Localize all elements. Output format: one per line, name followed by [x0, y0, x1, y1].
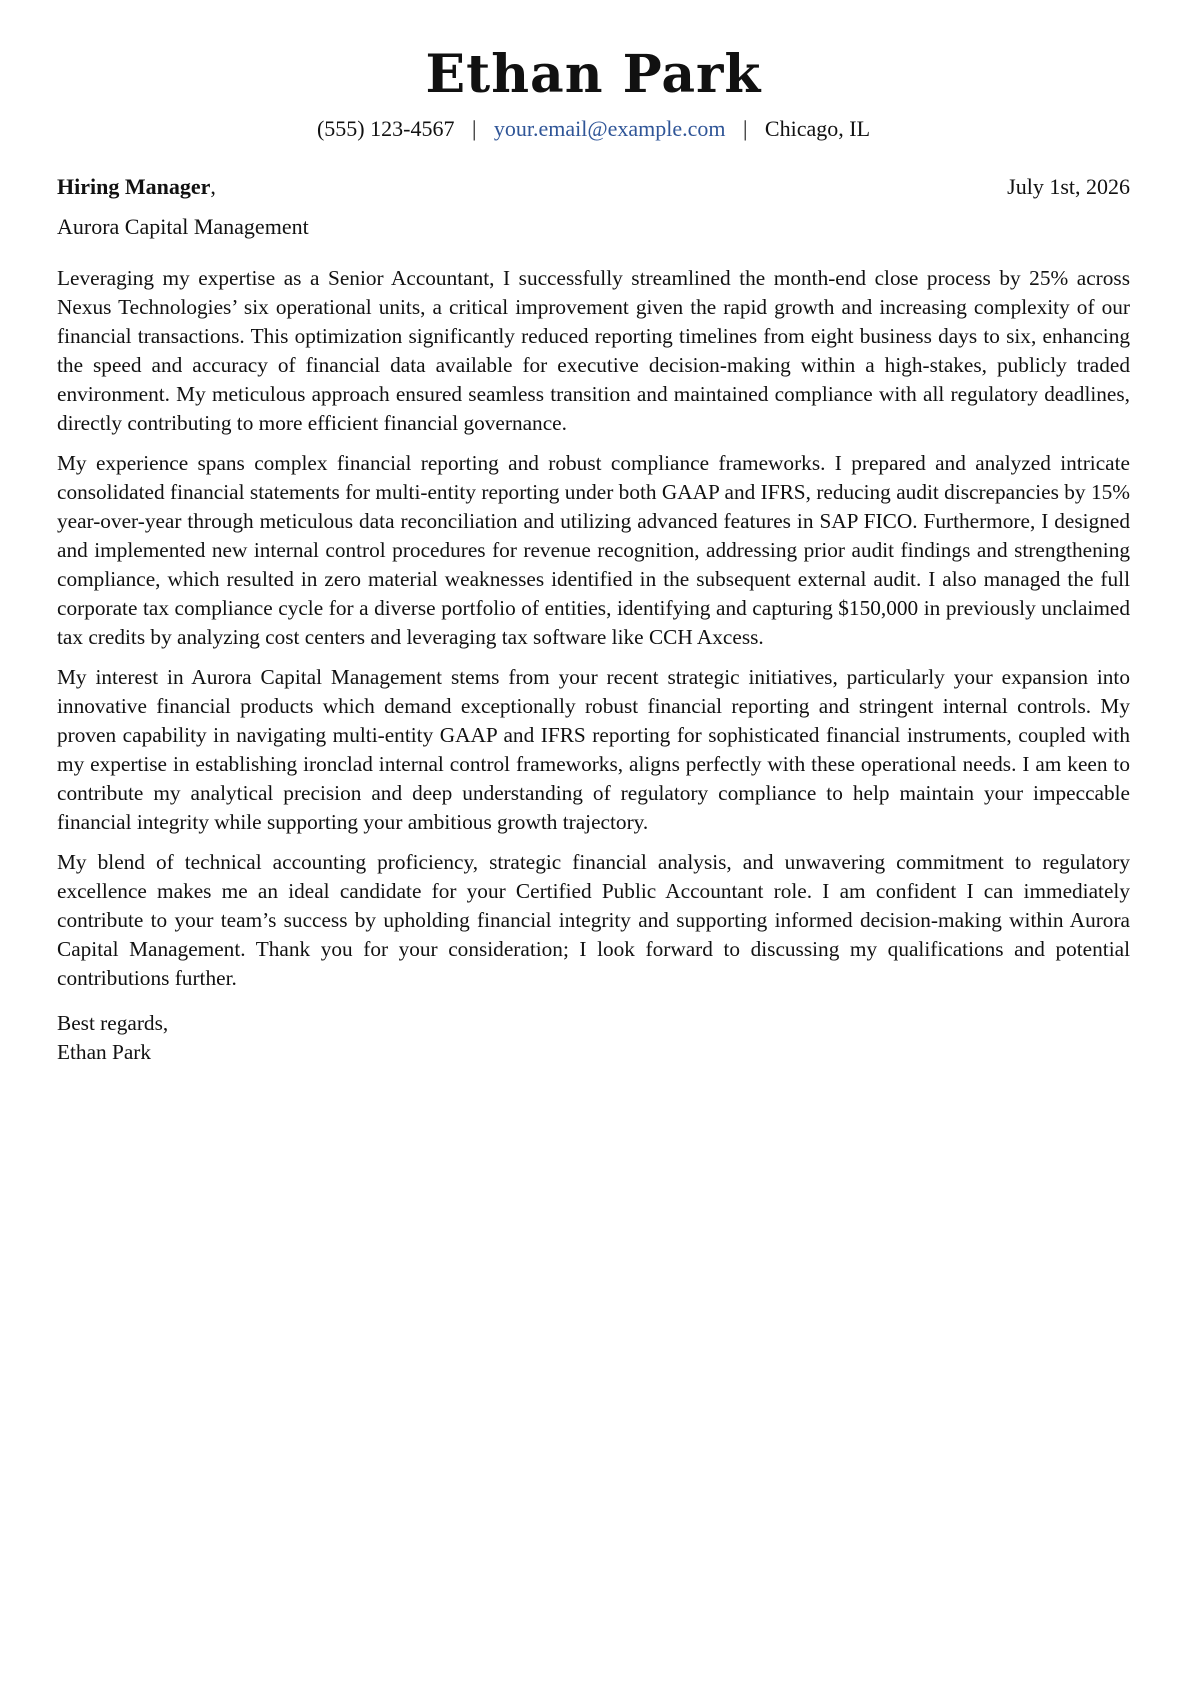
body-paragraph: My blend of technical accounting proficiency, strategic financial analysis, and unwavering commitment to regulatory excellence makes me an ideal candidate for your Certified Public Accountant role. I am confident I can immediately contribute to your team’s success by upholding financial integrity and supporting informed decision-making within Aurora Capital Management. Thank you for your consideration; I look forward to discussing my qualifications and potential contributions further. [57, 850, 1130, 990]
letter-header [57, 0, 1130, 144]
body-paragraph: My experience spans complex financial reporting and robust compliance frameworks. I prepared and analyzed intricate consolidated financial statements for multi-entity reporting under both GAAP and IFRS, reducing audit discrepancies by 15% year-over-year through meticulous data reconciliation and utilizing advanced features in SAP FICO. Furthermore, I designed and implemented new internal control procedures for revenue recognition, addressing prior audit findings and strengthening compliance, which resulted in zero material weaknesses identified in the subsequent external audit. I also managed the full corporate tax compliance cycle for a diverse portfolio of entities, identifying and capturing $150,000 in previously unclaimed tax credits by analyzing cost centers and leveraging tax software like CCH Axcess. [57, 451, 1130, 649]
contact-line [57, 114, 1130, 144]
contact-separator: | [471, 116, 477, 141]
body-paragraph: My interest in Aurora Capital Management stems from your recent strategic initiatives, particularly your expansion into innovative financial products which demand exceptionally robust financial reporting and stringent internal controls. My proven capability in navigating multi-entity GAAP and IFRS reporting for sophisticated financial instruments, coupled with my expertise in establishing ironclad internal control frameworks, aligns perfectly with these operational needs. I am keen to contribute my analytical precision and deep understanding of regulatory compliance to help maintain your impeccable financial integrity while supporting your ambitious growth trajectory. [57, 665, 1130, 834]
letter-closing [57, 1009, 1130, 1067]
recipient-name: Hiring Manager [57, 174, 211, 199]
closing-signature: Ethan Park [57, 1040, 152, 1064]
phone-number: (555) 123-4567 [316, 116, 455, 141]
body-paragraph: Leveraging my expertise as a Senior Accountant, I successfully streamlined the month-end close process by 25% across Nexus Technologies’ six operational units, a critical improvement given the rapid growth and increasing complexity of our financial transactions. This optimization significantly reduced reporting timelines from eight business days to six, enhancing the speed and accuracy of financial data available for executive decision-making within a high-stakes, publicly traded environment. My meticulous approach ensured seamless transition and maintained compliance with all regulatory deadlines, directly contributing to more efficient financial governance. [57, 266, 1130, 435]
recipient-line [57, 172, 216, 202]
email-link[interactable]: your.email@example.com [493, 116, 726, 141]
applicant-name: Ethan Park [425, 44, 762, 105]
company-name: Aurora Capital Management [57, 214, 309, 239]
recipient-date-row [57, 172, 1130, 202]
location: Chicago, IL [764, 116, 871, 141]
contact-separator: | [743, 116, 748, 141]
cover-letter-page [57, 0, 1130, 1067]
recipient-comma: , [210, 174, 216, 199]
letter-body [57, 264, 1130, 993]
closing-salutation: Best regards, [57, 1011, 169, 1035]
letter-date: July 1st, 2026 [1007, 174, 1130, 199]
